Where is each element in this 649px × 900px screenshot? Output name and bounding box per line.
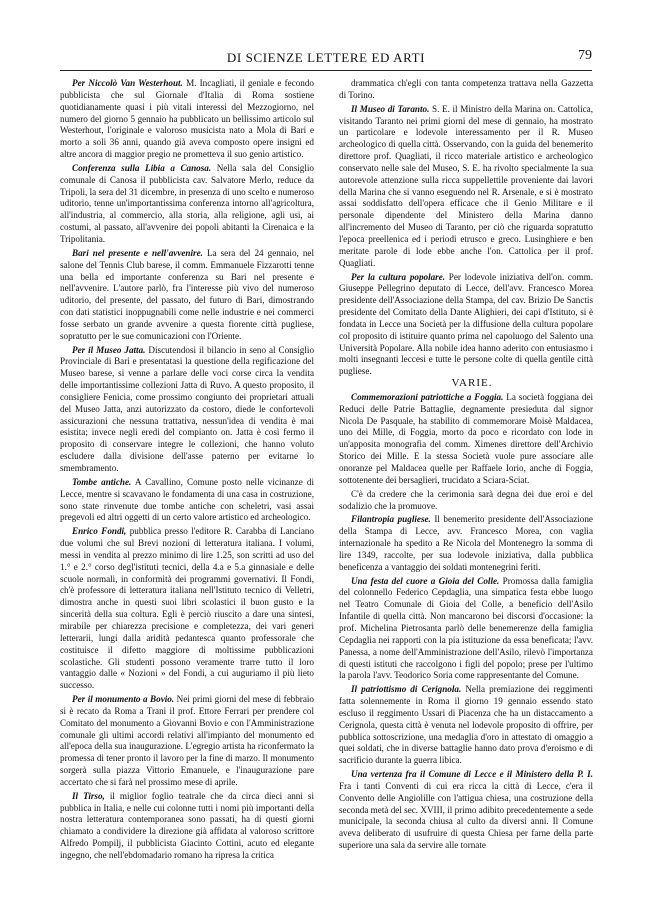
running-title: DI SCIENZE LETTERE ED ARTI <box>226 50 426 65</box>
news-paragraph <box>339 78 593 102</box>
paragraph-text: il miglior foglio teatrale che da circa dieci anni si pubblica in Italia, e nelle cui colonne tutti i nomi più importanti della nostra letteratura contemporanea sono passati, ha di questi giorni chiamato a condividere la direzione già affidata al valoroso scrittore Alfredo Pompilj, il pubblicista Giacinto Cottini, acuto ed elegante ingegno, che nell'ebdomadario romano ha ripresa la critica <box>60 790 314 860</box>
section-heading: VARIE. <box>451 377 493 390</box>
left-column <box>60 78 314 862</box>
paragraph-text: Promossa dalla famiglia del colonnello Federico Cepdaglia, una simpatica festa ebbe luogo nel Teatro Comunale di Gioia del Colle, a beneficio dell'Asilo Infantile di quella città. Non mancarono bei discorsi d'occasione: la prof. Michelina Pietrosanta parlò delle benemerenze della famiglia Cepdaglia nei rapporti con la pia istituzione da essa beneficata; l'avv. Panessa, a nome dell'Amministrazione dell'Asilo, rilevò l'importanza di questi istituti che raccolgono i figli del popolo; prese per l'ultimo la parola l'avv. Teodorico Soria come rappresentante del Comune. <box>339 575 593 681</box>
news-paragraph <box>60 791 314 862</box>
news-paragraph <box>60 78 314 161</box>
paragraph-text: La sera del 24 gennaio, nel salone del Tennis Club barese, il comm. Emmanuele Fizzarotti tenne una bella ed importante conferenza su Bari nel presente e nell'avvenire. L'autore parlò, fra l'interesse più vivo del numeroso uditorio, del presente, del passato, del futuro di Bari, dimostrando con dati statistici inoppugnabili come nelle industrie e nei commerci fosse serbato un grande avvenire a questa fiorente città pugliese, sopratutto per le sue comunicazioni con l'Oriente. <box>60 247 314 341</box>
paragraph-heading: Il Museo di Taranto. <box>351 103 430 114</box>
paragraph-heading: Per il monumento a Bovio. <box>72 694 175 705</box>
news-paragraph <box>60 694 314 789</box>
paragraph-heading: Una vertenza fra il Comune di Lecce e il Ministero della P. I. <box>351 769 593 780</box>
paragraph-text: pubblica presso l'editore R. Carabba di Lanciano due volumi che sul Brevi nozioni di letteratura italiana. I volumi, messi in vendita al prezzo minimo di lire 1.25, son scritti ad uso del 1.° e 2.° corso degl'istituti tecnici, della 4.a e 5.a ginnasiale e delle scuole normali, in conformità dei programmi governativi. Il Fondi, ch'è professore di letteratura italiana nell'Istituto tecnico di Velletri, dimostra anche in questi suoi libri scolastici il buon gusto e la sincerità della sua coltura. Egli è perciò riuscito a dare una sintesi, mirabile per chiarezza precisione e completezza, dei vari generi letterarii, lungi dalla aridità pedantesca quanto professorale che costituisce il difetto maggiore di moltissime pubblicazioni scolastiche. Gli studenti possono veramente trarre tutto il loro vantaggio dalle « Nozioni » del Fondi, a cui auguriamo il più lieto successo. <box>60 526 314 691</box>
paragraph-heading: Una festa del cuore a Gioia del Colle. <box>351 575 500 586</box>
news-paragraph <box>60 248 314 343</box>
news-paragraph <box>60 345 314 475</box>
paragraph-text: La società foggiana dei Reduci delle Patrie Battaglie, degnamente presieduta dal signor Nicola De Pasquale, ha stabilito di commemorare Moisè Maldacea, uno dei Mille, di Foggia, morto da poco e ricordato con lode in un'apposita monografia del comm. Ximenes direttore dell'Archivio Storico dei Mille. E la stessa Società vuole pure associare alle onoranze pel Maldacea quelle per Raffaele Iorio, anche di Foggia, sottotenente dei bersaglieri, trucidato a Sciara-Sciat. <box>339 391 593 485</box>
news-paragraph <box>339 684 593 767</box>
paragraph-heading: Il Tirso, <box>72 790 105 801</box>
paragraph-heading: Commemorazioni patriottiche a Foggia. <box>351 391 504 402</box>
paragraph-heading: Conferenza sulla Libia a Canosa. <box>72 162 212 173</box>
paragraph-text: S. E. il Ministro della Marina on. Cattolica, visitando Taranto nei primi giorni del mese di gennaio, ha mostrato un particolare e lodevole interessamento per il R. Museo archeologico di quella città. Osservando, con la guida del benemerito direttore prof. Quagliati, il ricco materiale artistico e archeologico conservato nelle sale del Museo, S. E. ha rivolto specialmente la sua autorevole attenzione sulla ricca suppellettile proveniente dai lavori della Marina che si vanno eseguendo nel R. Arsenale, e si è mostrato assai soddisfatto dell'opera efficace che il Genio Militare e il personale dipendente del Ministero della Marina danno all'incremento del Museo di Taranto, per ciò che riguarda sopratutto l'epoca preellenica ed i periodi etrusco e greco. Lusinghiere e ben meritate parole di lode ebbe anche l'on. Cattolica per il prof. Quagliati. <box>339 103 593 268</box>
page-number: 79 <box>578 48 592 63</box>
paragraph-text: M. Incagliati, il geniale e fecondo pubblicista che sul Giornale d'Italia di Roma sostiene quotidianamente quasi i più vitali interessi del Mezzogiorno, nel numero del giorno 5 gennaio ha pubblicato un bellissimo articolo sul Westerhout, l'originale e valoroso musicista nato a Mola di Bari e morto a soli 36 anni, quando già aveva composto opere insigni ed altre ancora di maggior pregio ne prometteva il suo genio artistico. <box>60 78 314 160</box>
news-paragraph <box>339 104 593 270</box>
news-paragraph <box>339 272 593 379</box>
news-paragraph <box>60 163 314 246</box>
paragraph-heading: Tombe antiche. <box>72 476 132 487</box>
paragraph-heading: Enrico Fondi, <box>72 526 127 537</box>
right-column <box>339 78 593 852</box>
paragraph-heading: Bari nel presente e nell'avvenire. <box>72 247 203 258</box>
paragraph-heading: Per il Museo Jatta. <box>72 344 146 355</box>
news-paragraph <box>339 769 593 852</box>
news-paragraph <box>60 477 314 524</box>
news-paragraph <box>339 514 593 573</box>
paragraph-text: Nella premiazione dei reggimenti fatta solennemente in Roma il giorno 19 gennaio essendo stato escluso il reggimento Ussari di Piacenza che ha un distaccamento a Cerignola, questa città è venuta nel lodevole proposito di offrire, per pubblica sottoscrizione, una medaglia d'oro in attestato di omaggio a quei soldati, che in diverse battaglie hanno dato prova d'eroismo e di sacrificio durante la guerra libica. <box>339 684 593 766</box>
paragraph-heading: Il patriottismo di Cerignola. <box>351 684 462 695</box>
paragraph-text: A Cavallino, Comune posto nelle vicinanze di Lecce, mentre si scavavano le fondamenta di una casa in costruzione, sono state rinvenute due tombe antiche con scheletri, vasi assai pregevoli ed altri oggetti di un certo valore artistico ed archeologico. <box>60 476 314 523</box>
news-paragraph <box>60 526 314 692</box>
paragraph-text: Per lodevole iniziativa dell'on. comm. Giuseppe Pellegrino deputato di Lecce, dell'avv. Francesco Morea presidente dell'Associazione della Stampa, del cav. Brizio De Sanctis presidente del Comitato della Dante Alighieri, dei capi d'Istituto, si è fondata in Lecce una Società per la diffusione della cultura popolare col proposito di istituire quanto prima nel capoluogo del Salento una Università Popolare. Alla nobile idea hanno aderito con entusiasmo i molti insegnanti leccesi e tutte le persone colte di quella gentile città pugliese. <box>339 271 593 377</box>
paragraph-heading: Per Niccolò Van Westerhout. <box>72 78 183 88</box>
paragraph-text: Il benemerito presidente dell'Associazione della Stampa di Lecce, avv. Francesco Morea, con vaglia internazionale ha spedito a Re Nicola del Montenegro la somma di lire 1349, raccolte, per sua lodevole iniziativa, dalla pubblica beneficenza a vantaggio dei soldati montenegrini feriti. <box>339 514 593 572</box>
news-paragraph <box>339 489 593 513</box>
paragraph-text: drammatica ch'egli con tanta competenza trattava nella Gazzetta di Torino. <box>339 78 593 100</box>
paragraph-text: Discutendosi il bilancio in seno al Consiglio Provinciale di Bari e presentatasi la questione della regificazione del Museo barese, si venne a parlare delle voci corse circa la vendita delle importantissime collezioni Jatta di Ruvo. A questo proposito, il consigliere Fenicia, come prossimo congiunto dei proprietari attuali del Museo Jatta, anzi autorizzato da costoro, diede le confortevoli assicurazioni che nessuna trattativa, nessun'idea di vendita è mai esistita; invece negli eredi del compianto on. Jatta è così fermo il proposito di conservare integre le collezioni, che hanno voluto escludere dalla divisione dell'asse paterno per evitarne lo smembramento. <box>60 344 315 473</box>
paragraph-heading: Per la cultura popolare. <box>351 271 446 282</box>
paragraph-heading: Filantropia pugliese. <box>351 514 431 525</box>
news-paragraph <box>339 576 593 683</box>
paragraph-text: Nella sala del Consiglio comunale di Canosa il pubblicista cav. Salvatore Merlo, reduce da Tripoli, la sera del 31 dicembre, in presenza di uno scelto e numeroso uditorio, tenne un'importantissima conferenza intorno all'agricoltura, all'industria, al commercio, alla storia, alla religione, agli usi, ai costumi, al passato, all'avvenire dei popoli abitanti la Cirenaica e la Tripolitania. <box>60 162 314 244</box>
paragraph-text: C'è da credere che la cerimonia sarà degna dei due eroi e del sodalizio che la promuove. <box>339 488 593 511</box>
paragraph-text: Nei primi giorni del mese di febbraio si è recato da Roma a Trani il prof. Ettore Ferrari per prendere col Comitato del monumento a Giovanni Bovio e con l'Amministrazione comunale gli ultimi accordi relativi all'impianto del monumento ed all'epoca della sua inaugurazione. L'egregio artista ha riconfermato la promessa di tener pronto il lavoro per la fine di marzo. Il monumento sorgerà sulla piazza Vittorio Emanuele, e l'inaugurazione pare accertato che si farà nel prossimo mese di aprile. <box>60 694 314 787</box>
page-header <box>60 48 592 71</box>
paragraph-text: Fra i tanti Conventi di cui era ricca la città di Lecce, c'era il Convento delle Angiolille con l'attigua chiesa, una costruzione della seconda metà del sec. XVIII, il primo adibito precedentemente a sede municipale, la seconda chiusa al culto da diversi anni. Il Comune aveva deliberato di usufruire di questa Chiesa per farne della parte superiore una sala da servire alle tornate <box>339 780 593 851</box>
news-paragraph <box>339 392 593 487</box>
